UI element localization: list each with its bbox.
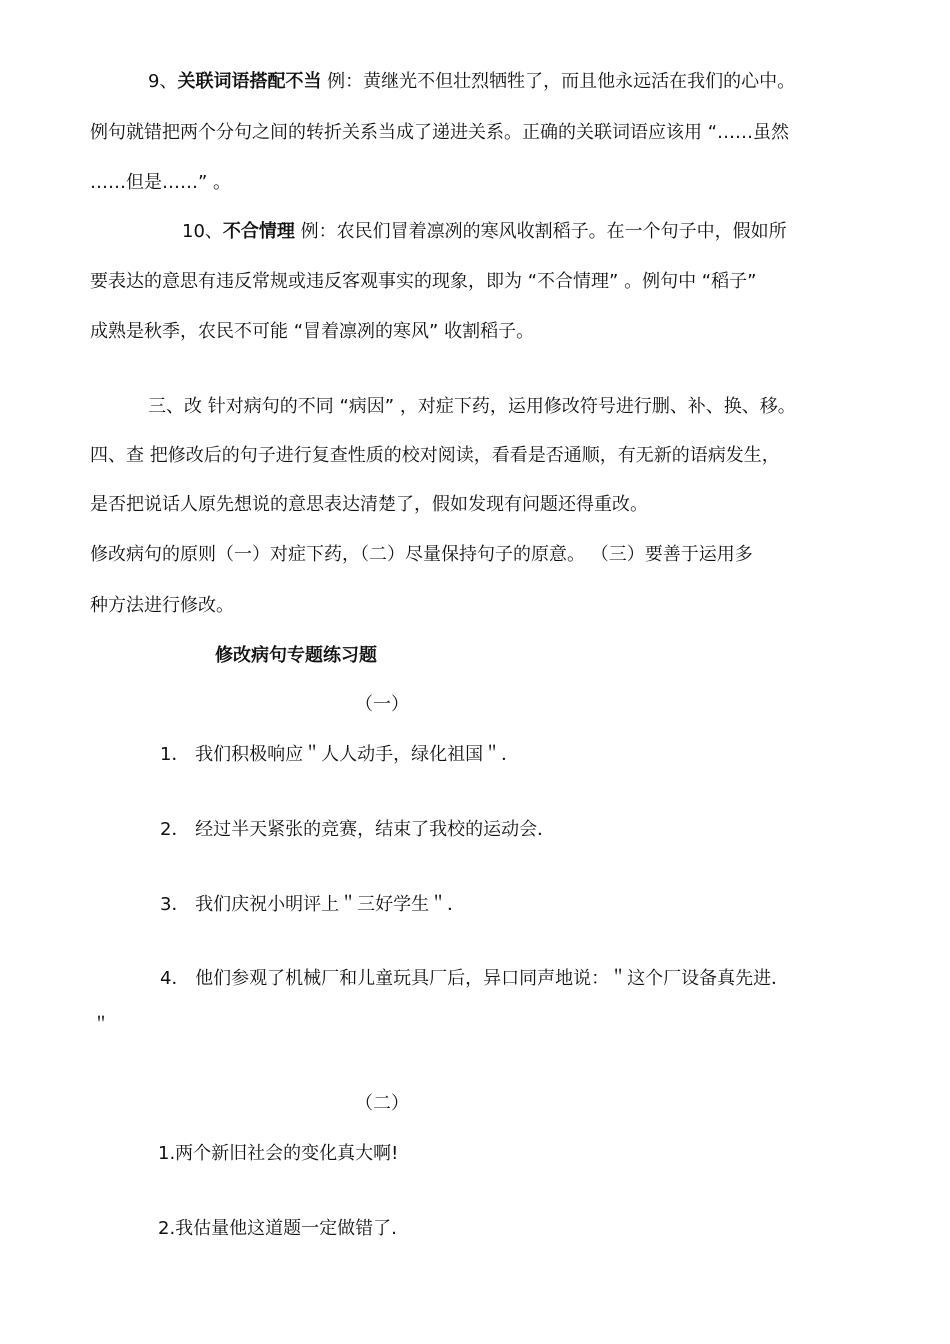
group2-label: （二） (355, 1093, 409, 1114)
list-item: 1.两个新旧社会的变化真大啊! (158, 1143, 399, 1164)
step4-line1: 四、查 把修改后的句子进行复查性质的校对阅读，看看是否通顺，有无新的语病发生， (90, 445, 780, 466)
item9-line1 (148, 70, 795, 94)
list-item: 2． 经过半天紧张的竞赛，结束了我校的运动会． (160, 819, 556, 840)
item9-line3: ……但是……” 。 (90, 172, 232, 193)
list-item: 1． 我们积极响应＂人人动手，绿化祖国＂． (160, 744, 520, 765)
step4-line2: 是否把说话人原先想说的意思表达清楚了，假如发现有问题还得重改。 (90, 494, 648, 515)
principles-line2: 种方法进行修改。 (90, 595, 234, 616)
item10-line3: 成熟是秋季，农民不可能 “冒着凛冽的寒风” 收割稻子。 (90, 321, 535, 342)
group1-label: （一） (355, 694, 409, 715)
list-item: 2.我估量他这道题一定做错了. (158, 1218, 397, 1239)
item9-line1-text: 例：黄继光不但壮烈牺牲了，而且他永远活在我们的心中。 (321, 71, 796, 92)
item9-heading: 关联词语搭配不当 (177, 71, 322, 92)
item10-heading: 不合情理 (222, 221, 295, 242)
item9-line2: 例句就错把两个分句之间的转折关系当成了递进关系。正确的关联词语应该用 “……虽然 (90, 122, 790, 143)
item9-number: 9、 (148, 71, 178, 92)
exercise-title: 修改病句专题练习题 (215, 645, 377, 666)
step3-text: 三、改 针对病句的不同 “病因” ，对症下药，运用修改符号进行删、补、换、移。 (148, 396, 796, 417)
item10-line2: 要表达的意思有违反常规或违反客观事实的现象，即为 “不合情理” 。例句中 “稻子” (90, 271, 757, 292)
principles-line1: 修改病句的原则（一）对症下药，（二）尽量保持句子的原意。 （三）要善于运用多 (90, 544, 753, 565)
item10-line1-text: 例：农民们冒着凛冽的寒风收割稻子。在一个句子中，假如所 (294, 221, 787, 242)
list-item-tail: ＂ (92, 1015, 110, 1036)
list-item: 3． 我们庆祝小明评上＂三好学生＂． (160, 894, 466, 915)
item10-line1 (182, 220, 787, 244)
item10-number: 10、 (182, 221, 223, 242)
list-item: 4． 他们参观了机械厂和儿童玩具厂后，异口同声地说：＂这个厂设备真先进． (160, 968, 790, 989)
